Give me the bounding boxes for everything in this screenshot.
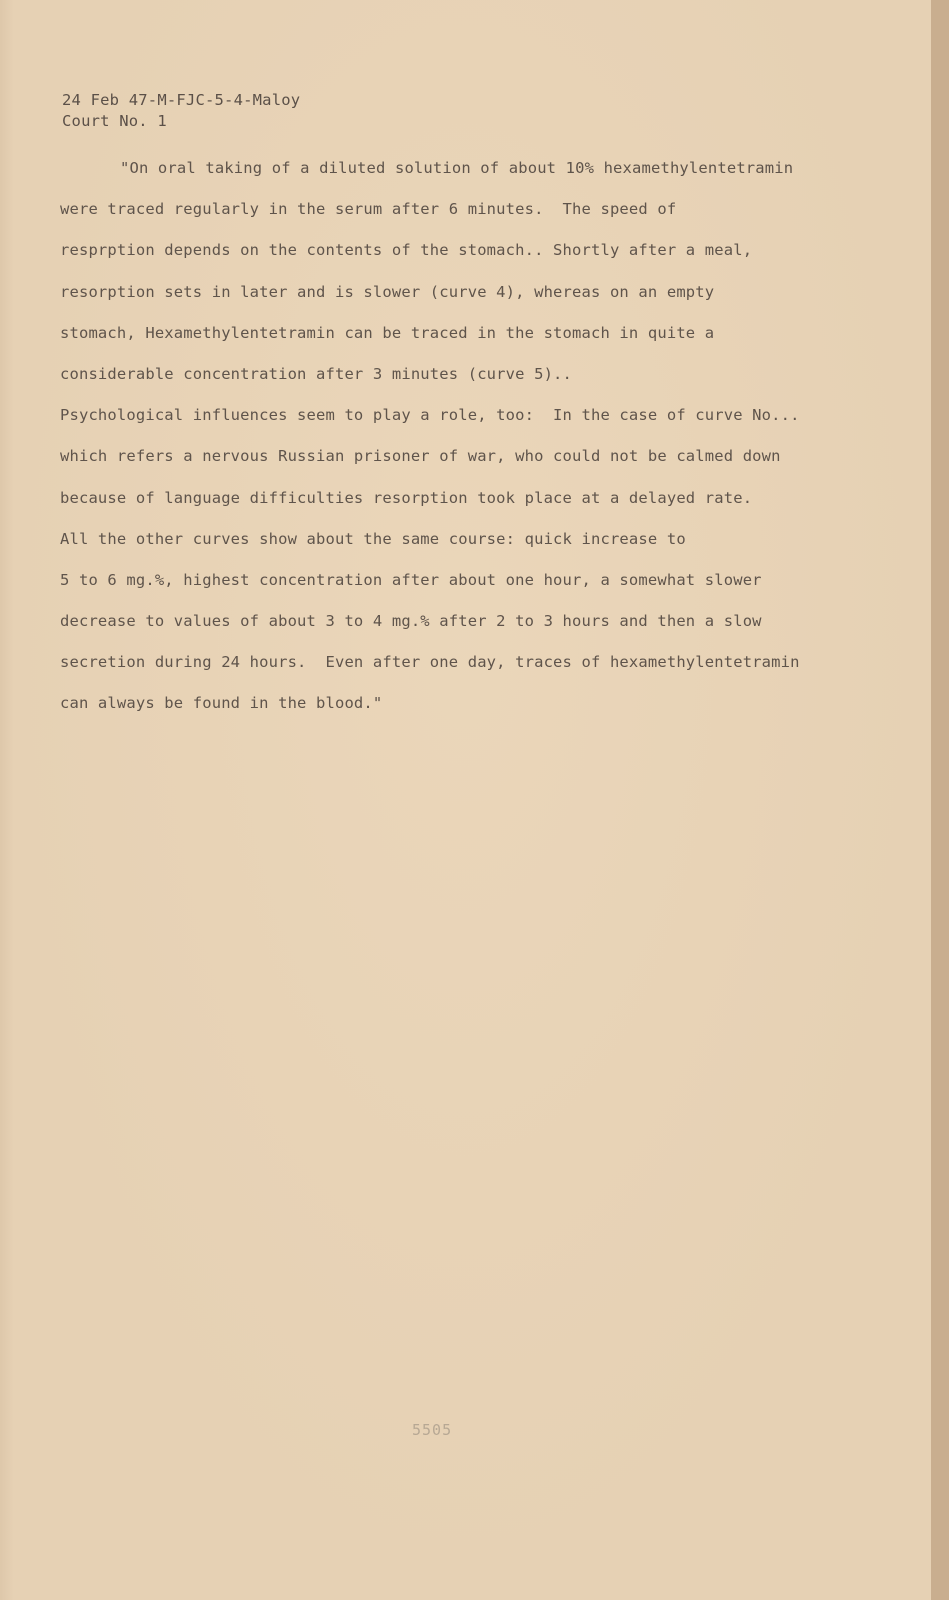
body-line: secretion during 24 hours. Even after one day, traces of hexamethylentetramin: [60, 653, 800, 672]
body-line: can always be found in the blood.": [60, 694, 383, 713]
header-reference: 24 Feb 47-M-FJC-5-4-Maloy: [62, 91, 301, 109]
body-line: considerable concentration after 3 minutes (curve 5)..: [60, 364, 573, 383]
page-number: 5505: [412, 1421, 453, 1439]
body-line: because of language difficulties resorption took place at a delayed rate.: [60, 488, 753, 507]
document-header: [62, 90, 300, 132]
body-line: decrease to values of about 3 to 4 mg.% after 2 to 3 hours and then a slow: [60, 612, 762, 631]
body-line: "On oral taking of a diluted solution of about 10% hexamethylentetramin: [120, 159, 794, 177]
body-line: resorption sets in later and is slower (curve 4), whereas on an empty: [60, 282, 715, 301]
body-line: All the other curves show about the same course: quick increase to: [60, 529, 686, 548]
body-line: 5 to 6 mg.%, highest concentration after about one hour, a somewhat slower: [60, 570, 762, 589]
page-edge: [931, 0, 949, 1600]
document-body: [60, 148, 860, 725]
header-court: Court No. 1: [62, 112, 167, 130]
body-line: stomach, Hexamethylentetramin can be traced in the stomach in quite a: [60, 323, 715, 342]
body-line: were traced regularly in the serum after 6 minutes. The speed of: [60, 200, 677, 219]
body-line: Psychological influences seem to play a role, too: In the case of curve No...: [60, 406, 800, 425]
body-line: which refers a nervous Russian prisoner of war, who could not be calmed down: [60, 447, 781, 466]
body-line: resprption depends on the contents of the stomach.. Shortly after a meal,: [60, 241, 753, 260]
